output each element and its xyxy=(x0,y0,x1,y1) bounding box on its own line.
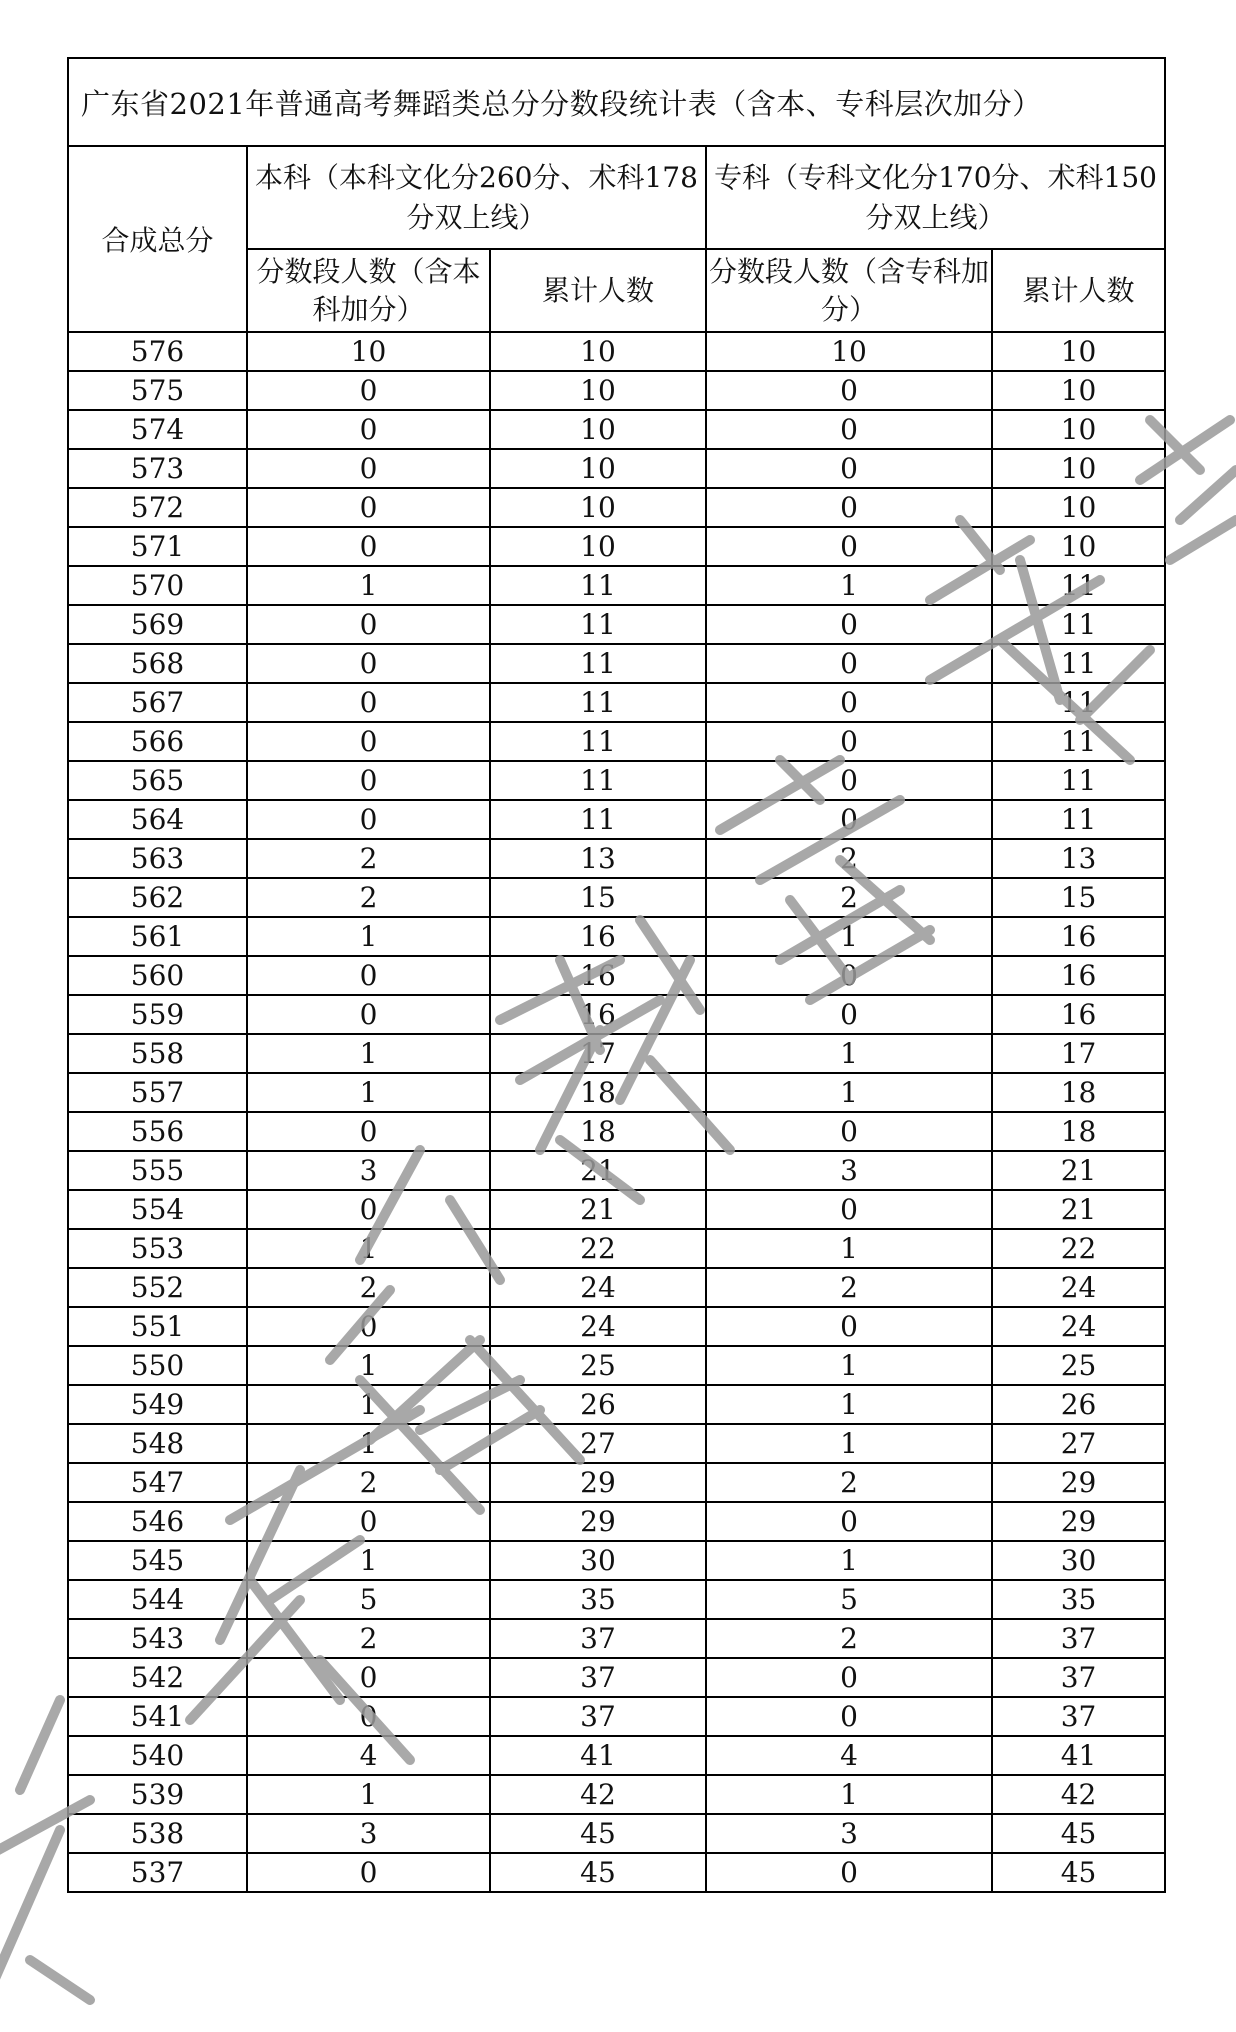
college-cumulative-cell: 26 xyxy=(992,1385,1165,1424)
score-cell: 566 xyxy=(68,722,247,761)
undergrad-count-cell: 10 xyxy=(247,332,490,371)
undergrad-cumulative-cell: 11 xyxy=(490,605,706,644)
undergrad-cumulative-cell: 37 xyxy=(490,1697,706,1736)
undergrad-cumulative-cell: 10 xyxy=(490,527,706,566)
college-cumulative-cell: 24 xyxy=(992,1307,1165,1346)
college-count-cell: 0 xyxy=(706,761,992,800)
undergrad-cumulative-cell: 37 xyxy=(490,1619,706,1658)
college-count-cell: 2 xyxy=(706,839,992,878)
undergrad-count-cell: 1 xyxy=(247,1385,490,1424)
undergrad-count-cell: 1 xyxy=(247,1346,490,1385)
undergrad-cumulative-header: 累计人数 xyxy=(490,249,706,332)
undergrad-cumulative-cell: 11 xyxy=(490,761,706,800)
table-row xyxy=(68,1307,1165,1346)
college-count-cell: 0 xyxy=(706,488,992,527)
undergrad-count-cell: 0 xyxy=(247,1658,490,1697)
college-cumulative-cell: 37 xyxy=(992,1658,1165,1697)
undergrad-count-cell: 2 xyxy=(247,878,490,917)
college-cumulative-cell: 22 xyxy=(992,1229,1165,1268)
undergrad-cumulative-cell: 18 xyxy=(490,1073,706,1112)
score-cell: 550 xyxy=(68,1346,247,1385)
table-row xyxy=(68,1190,1165,1229)
college-count-cell: 1 xyxy=(706,1424,992,1463)
score-cell: 569 xyxy=(68,605,247,644)
college-cumulative-cell: 10 xyxy=(992,527,1165,566)
college-count-cell: 0 xyxy=(706,1307,992,1346)
score-cell: 565 xyxy=(68,761,247,800)
undergrad-count-cell: 0 xyxy=(247,722,490,761)
college-cumulative-cell: 15 xyxy=(992,878,1165,917)
score-cell: 554 xyxy=(68,1190,247,1229)
college-count-cell: 4 xyxy=(706,1736,992,1775)
table-row xyxy=(68,839,1165,878)
table-row xyxy=(68,1229,1165,1268)
score-cell: 555 xyxy=(68,1151,247,1190)
undergrad-cumulative-cell: 17 xyxy=(490,1034,706,1073)
college-cumulative-cell: 10 xyxy=(992,332,1165,371)
college-count-cell: 1 xyxy=(706,1541,992,1580)
college-cumulative-cell: 11 xyxy=(992,644,1165,683)
undergrad-count-cell: 0 xyxy=(247,449,490,488)
score-cell: 556 xyxy=(68,1112,247,1151)
undergrad-count-cell: 0 xyxy=(247,1190,490,1229)
score-cell: 551 xyxy=(68,1307,247,1346)
undergrad-count-cell: 5 xyxy=(247,1580,490,1619)
table-row xyxy=(68,332,1165,371)
undergrad-cumulative-cell: 25 xyxy=(490,1346,706,1385)
undergrad-cumulative-cell: 16 xyxy=(490,917,706,956)
college-count-cell: 1 xyxy=(706,1229,992,1268)
undergrad-cumulative-cell: 11 xyxy=(490,566,706,605)
table-row xyxy=(68,761,1165,800)
undergrad-cumulative-cell: 35 xyxy=(490,1580,706,1619)
undergrad-cumulative-cell: 30 xyxy=(490,1541,706,1580)
college-count-cell: 0 xyxy=(706,800,992,839)
score-cell: 545 xyxy=(68,1541,247,1580)
undergrad-count-cell: 0 xyxy=(247,1502,490,1541)
college-count-cell: 5 xyxy=(706,1580,992,1619)
undergrad-cumulative-cell: 29 xyxy=(490,1502,706,1541)
score-cell: 542 xyxy=(68,1658,247,1697)
table-row xyxy=(68,1619,1165,1658)
undergrad-cumulative-cell: 37 xyxy=(490,1658,706,1697)
table-row xyxy=(68,1268,1165,1307)
undergrad-cumulative-cell: 42 xyxy=(490,1775,706,1814)
undergrad-count-cell: 0 xyxy=(247,761,490,800)
college-count-cell: 1 xyxy=(706,1034,992,1073)
table-row xyxy=(68,1073,1165,1112)
score-column-header: 合成总分 xyxy=(68,146,247,332)
college-count-cell: 0 xyxy=(706,1658,992,1697)
undergrad-cumulative-cell: 10 xyxy=(490,371,706,410)
table-body xyxy=(68,332,1165,1892)
college-cumulative-cell: 25 xyxy=(992,1346,1165,1385)
undergrad-cumulative-cell: 21 xyxy=(490,1151,706,1190)
score-cell: 549 xyxy=(68,1385,247,1424)
undergrad-cumulative-cell: 11 xyxy=(490,800,706,839)
undergrad-count-cell: 0 xyxy=(247,1697,490,1736)
table-row xyxy=(68,566,1165,605)
undergrad-count-cell: 4 xyxy=(247,1736,490,1775)
undergrad-cumulative-cell: 11 xyxy=(490,683,706,722)
undergrad-cumulative-cell: 10 xyxy=(490,449,706,488)
college-count-cell: 1 xyxy=(706,917,992,956)
undergrad-cumulative-cell: 29 xyxy=(490,1463,706,1502)
undergrad-cumulative-cell: 16 xyxy=(490,956,706,995)
table-row xyxy=(68,1697,1165,1736)
undergrad-cumulative-cell: 11 xyxy=(490,644,706,683)
table-row xyxy=(68,878,1165,917)
score-cell: 541 xyxy=(68,1697,247,1736)
table-row xyxy=(68,1658,1165,1697)
undergrad-group-header: 本科（本科文化分260分、术科178分双上线） xyxy=(247,146,706,249)
college-cumulative-cell: 18 xyxy=(992,1112,1165,1151)
college-cumulative-cell: 16 xyxy=(992,956,1165,995)
college-group-header: 专科（专科文化分170分、术科150分双上线） xyxy=(706,146,1165,249)
undergrad-count-cell: 2 xyxy=(247,1268,490,1307)
college-cumulative-cell: 10 xyxy=(992,488,1165,527)
undergrad-count-cell: 0 xyxy=(247,1853,490,1892)
college-cumulative-cell: 29 xyxy=(992,1463,1165,1502)
college-count-cell: 2 xyxy=(706,878,992,917)
score-cell: 557 xyxy=(68,1073,247,1112)
undergrad-count-cell: 3 xyxy=(247,1814,490,1853)
score-cell: 573 xyxy=(68,449,247,488)
undergrad-cumulative-cell: 16 xyxy=(490,995,706,1034)
college-cumulative-cell: 30 xyxy=(992,1541,1165,1580)
score-cell: 538 xyxy=(68,1814,247,1853)
table-row xyxy=(68,644,1165,683)
score-cell: 562 xyxy=(68,878,247,917)
college-cumulative-cell: 45 xyxy=(992,1814,1165,1853)
college-cumulative-cell: 29 xyxy=(992,1502,1165,1541)
table-row xyxy=(68,488,1165,527)
undergrad-count-cell: 0 xyxy=(247,1307,490,1346)
table-row xyxy=(68,371,1165,410)
college-cumulative-cell: 21 xyxy=(992,1190,1165,1229)
undergrad-count-cell: 0 xyxy=(247,410,490,449)
table-row xyxy=(68,1853,1165,1892)
score-distribution-table xyxy=(67,57,1166,1893)
college-count-cell: 2 xyxy=(706,1619,992,1658)
undergrad-count-header: 分数段人数（含本科加分） xyxy=(247,249,490,332)
table-row xyxy=(68,917,1165,956)
score-cell: 559 xyxy=(68,995,247,1034)
table-row xyxy=(68,956,1165,995)
score-cell: 567 xyxy=(68,683,247,722)
college-cumulative-cell: 11 xyxy=(992,566,1165,605)
undergrad-cumulative-cell: 18 xyxy=(490,1112,706,1151)
undergrad-cumulative-cell: 24 xyxy=(490,1268,706,1307)
undergrad-count-cell: 1 xyxy=(247,917,490,956)
table-row xyxy=(68,1034,1165,1073)
college-cumulative-cell: 16 xyxy=(992,917,1165,956)
college-count-cell: 1 xyxy=(706,566,992,605)
undergrad-count-cell: 0 xyxy=(247,956,490,995)
college-cumulative-cell: 27 xyxy=(992,1424,1165,1463)
table-row xyxy=(68,995,1165,1034)
score-cell: 552 xyxy=(68,1268,247,1307)
college-count-cell: 0 xyxy=(706,410,992,449)
undergrad-count-cell: 1 xyxy=(247,566,490,605)
college-count-cell: 0 xyxy=(706,683,992,722)
score-cell: 540 xyxy=(68,1736,247,1775)
undergrad-count-cell: 1 xyxy=(247,1424,490,1463)
score-cell: 572 xyxy=(68,488,247,527)
undergrad-count-cell: 0 xyxy=(247,605,490,644)
undergrad-count-cell: 0 xyxy=(247,644,490,683)
college-cumulative-cell: 45 xyxy=(992,1853,1165,1892)
table-row xyxy=(68,1463,1165,1502)
college-count-cell: 0 xyxy=(706,956,992,995)
college-cumulative-cell: 11 xyxy=(992,683,1165,722)
score-cell: 546 xyxy=(68,1502,247,1541)
undergrad-count-cell: 1 xyxy=(247,1034,490,1073)
college-cumulative-cell: 11 xyxy=(992,722,1165,761)
table-row xyxy=(68,1736,1165,1775)
undergrad-cumulative-cell: 24 xyxy=(490,1307,706,1346)
table-row xyxy=(68,722,1165,761)
college-count-cell: 0 xyxy=(706,605,992,644)
table-row xyxy=(68,1385,1165,1424)
undergrad-cumulative-cell: 13 xyxy=(490,839,706,878)
score-cell: 547 xyxy=(68,1463,247,1502)
college-count-cell: 2 xyxy=(706,1268,992,1307)
score-cell: 568 xyxy=(68,644,247,683)
undergrad-cumulative-cell: 10 xyxy=(490,410,706,449)
college-count-cell: 0 xyxy=(706,1190,992,1229)
table-row xyxy=(68,1502,1165,1541)
college-cumulative-header: 累计人数 xyxy=(992,249,1165,332)
score-cell: 537 xyxy=(68,1853,247,1892)
score-cell: 558 xyxy=(68,1034,247,1073)
score-cell: 570 xyxy=(68,566,247,605)
undergrad-cumulative-cell: 22 xyxy=(490,1229,706,1268)
score-cell: 563 xyxy=(68,839,247,878)
score-cell: 564 xyxy=(68,800,247,839)
undergrad-count-cell: 0 xyxy=(247,995,490,1034)
college-cumulative-cell: 24 xyxy=(992,1268,1165,1307)
table-row xyxy=(68,1814,1165,1853)
undergrad-cumulative-cell: 41 xyxy=(490,1736,706,1775)
undergrad-count-cell: 2 xyxy=(247,1463,490,1502)
undergrad-cumulative-cell: 11 xyxy=(490,722,706,761)
score-cell: 539 xyxy=(68,1775,247,1814)
undergrad-count-cell: 0 xyxy=(247,527,490,566)
undergrad-count-cell: 1 xyxy=(247,1775,490,1814)
table-row xyxy=(68,527,1165,566)
college-cumulative-cell: 11 xyxy=(992,761,1165,800)
college-count-cell: 0 xyxy=(706,995,992,1034)
undergrad-count-cell: 1 xyxy=(247,1073,490,1112)
undergrad-count-cell: 3 xyxy=(247,1151,490,1190)
college-count-cell: 0 xyxy=(706,449,992,488)
college-cumulative-cell: 35 xyxy=(992,1580,1165,1619)
undergrad-count-cell: 2 xyxy=(247,1619,490,1658)
college-count-cell: 1 xyxy=(706,1346,992,1385)
undergrad-cumulative-cell: 45 xyxy=(490,1814,706,1853)
undergrad-count-cell: 0 xyxy=(247,683,490,722)
college-count-cell: 3 xyxy=(706,1151,992,1190)
undergrad-cumulative-cell: 45 xyxy=(490,1853,706,1892)
table-row xyxy=(68,1346,1165,1385)
undergrad-count-cell: 1 xyxy=(247,1229,490,1268)
college-count-cell: 2 xyxy=(706,1463,992,1502)
college-cumulative-cell: 18 xyxy=(992,1073,1165,1112)
college-count-cell: 1 xyxy=(706,1073,992,1112)
undergrad-count-cell: 2 xyxy=(247,839,490,878)
college-count-cell: 0 xyxy=(706,1112,992,1151)
score-cell: 576 xyxy=(68,332,247,371)
college-count-cell: 3 xyxy=(706,1814,992,1853)
college-count-cell: 0 xyxy=(706,722,992,761)
college-cumulative-cell: 21 xyxy=(992,1151,1165,1190)
college-cumulative-cell: 10 xyxy=(992,449,1165,488)
college-count-cell: 1 xyxy=(706,1775,992,1814)
score-cell: 543 xyxy=(68,1619,247,1658)
table-row xyxy=(68,410,1165,449)
undergrad-cumulative-cell: 15 xyxy=(490,878,706,917)
undergrad-count-cell: 1 xyxy=(247,1541,490,1580)
score-cell: 561 xyxy=(68,917,247,956)
score-cell: 574 xyxy=(68,410,247,449)
college-cumulative-cell: 42 xyxy=(992,1775,1165,1814)
college-cumulative-cell: 11 xyxy=(992,605,1165,644)
undergrad-cumulative-cell: 10 xyxy=(490,332,706,371)
score-cell: 560 xyxy=(68,956,247,995)
undergrad-cumulative-cell: 27 xyxy=(490,1424,706,1463)
score-cell: 548 xyxy=(68,1424,247,1463)
table-row xyxy=(68,449,1165,488)
college-cumulative-cell: 37 xyxy=(992,1697,1165,1736)
college-count-cell: 0 xyxy=(706,1502,992,1541)
college-cumulative-cell: 10 xyxy=(992,371,1165,410)
undergrad-count-cell: 0 xyxy=(247,800,490,839)
college-count-cell: 1 xyxy=(706,1385,992,1424)
table-row xyxy=(68,683,1165,722)
college-cumulative-cell: 17 xyxy=(992,1034,1165,1073)
score-cell: 575 xyxy=(68,371,247,410)
college-cumulative-cell: 16 xyxy=(992,995,1165,1034)
table-row xyxy=(68,1424,1165,1463)
college-count-cell: 0 xyxy=(706,1853,992,1892)
undergrad-cumulative-cell: 10 xyxy=(490,488,706,527)
college-count-cell: 0 xyxy=(706,1697,992,1736)
college-cumulative-cell: 11 xyxy=(992,800,1165,839)
undergrad-count-cell: 0 xyxy=(247,488,490,527)
college-count-cell: 0 xyxy=(706,371,992,410)
college-cumulative-cell: 10 xyxy=(992,410,1165,449)
undergrad-cumulative-cell: 21 xyxy=(490,1190,706,1229)
table-row xyxy=(68,1580,1165,1619)
college-cumulative-cell: 13 xyxy=(992,839,1165,878)
college-cumulative-cell: 37 xyxy=(992,1619,1165,1658)
college-count-cell: 0 xyxy=(706,527,992,566)
table-row xyxy=(68,1112,1165,1151)
table-row xyxy=(68,800,1165,839)
college-count-header: 分数段人数（含专科加分） xyxy=(706,249,992,332)
score-cell: 571 xyxy=(68,527,247,566)
college-count-cell: 0 xyxy=(706,644,992,683)
college-count-cell: 10 xyxy=(706,332,992,371)
undergrad-cumulative-cell: 26 xyxy=(490,1385,706,1424)
undergrad-count-cell: 0 xyxy=(247,1112,490,1151)
undergrad-count-cell: 0 xyxy=(247,371,490,410)
table-title: 广东省2021年普通高考舞蹈类总分分数段统计表（含本、专科层次加分） xyxy=(68,58,1165,146)
table-row xyxy=(68,1775,1165,1814)
college-cumulative-cell: 41 xyxy=(992,1736,1165,1775)
table-row xyxy=(68,605,1165,644)
score-cell: 553 xyxy=(68,1229,247,1268)
table-row xyxy=(68,1541,1165,1580)
score-cell: 544 xyxy=(68,1580,247,1619)
table-row xyxy=(68,1151,1165,1190)
